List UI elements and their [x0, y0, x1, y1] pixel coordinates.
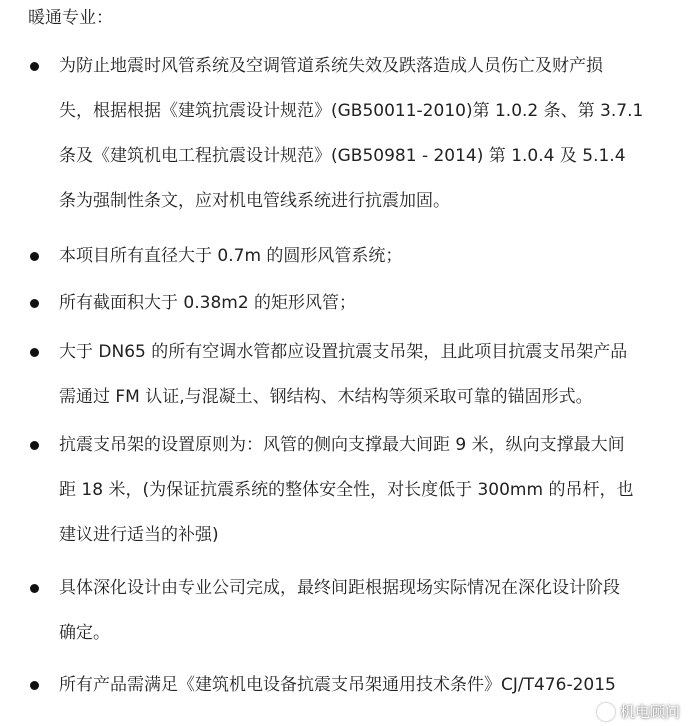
text-line: 条及《建筑机电工程抗震设计规范》(GB50981 - 2014) 第 1.0.4 及 5.1.4 [59, 146, 626, 166]
bullet-icon [30, 299, 39, 308]
bullet-icon [30, 348, 39, 357]
text-line: 本项目所有直径大于 0.7m 的圆形风管系统； [59, 246, 403, 266]
text-line: 条为强制性条文，应对机电管线系统进行抗震加固。 [59, 191, 450, 211]
list-item-text [59, 281, 664, 326]
watermark-text: 机电顾问 [619, 703, 680, 721]
text-line: 需通过 FM 认证,与混凝土、钢结构、木结构等须采取可靠的锚固形式。 [59, 387, 593, 407]
bullet-icon [30, 584, 39, 593]
list-item-text [59, 330, 664, 420]
bullet-icon [30, 681, 39, 690]
bullet-icon [30, 62, 39, 71]
text-line: 大于 DN65 的所有空调水管都应设置抗震支吊架，且此项目抗震支吊架产品 [59, 342, 628, 362]
text-line: 所有产品需满足《建筑机电设备抗震支吊架通用技术条件》CJ/T476-2015 [59, 675, 616, 695]
bullet-icon [30, 252, 39, 261]
text-line: 距 18 米，(为保证抗震系统的整体安全性，对长度低于 300mm 的吊杆，也 [59, 480, 634, 500]
text-line: 确定。 [59, 623, 110, 643]
list-item-text [59, 663, 664, 708]
list-item-text [59, 234, 664, 279]
text-line: 建议进行适当的补强) [59, 525, 219, 545]
bullet-icon [30, 441, 39, 450]
list-item-text [59, 44, 664, 224]
text-line: 失，根据根据《建筑抗震设计规范》(GB50011-2010)第 1.0.2 条、第 3.7.1 [59, 101, 644, 121]
text-line: 抗震支吊架的设置原则为：风管的侧向支撑最大间距 9 米，纵向支撑最大间 [59, 435, 625, 455]
wechat-account-icon [597, 703, 615, 721]
watermark [597, 701, 680, 722]
list-item-text [59, 423, 664, 558]
list-item-text [59, 566, 664, 656]
text-line: 所有截面积大于 0.38m2 的矩形风管； [59, 293, 357, 313]
section-heading: 暖通专业： [28, 8, 113, 28]
text-line: 具体深化设计由专业公司完成，最终间距根据现场实际情况在深化设计阶段 [59, 578, 620, 598]
text-line: 为防止地震时风管系统及空调管道系统失效及跌落造成人员伤亡及财产损 [59, 56, 603, 76]
